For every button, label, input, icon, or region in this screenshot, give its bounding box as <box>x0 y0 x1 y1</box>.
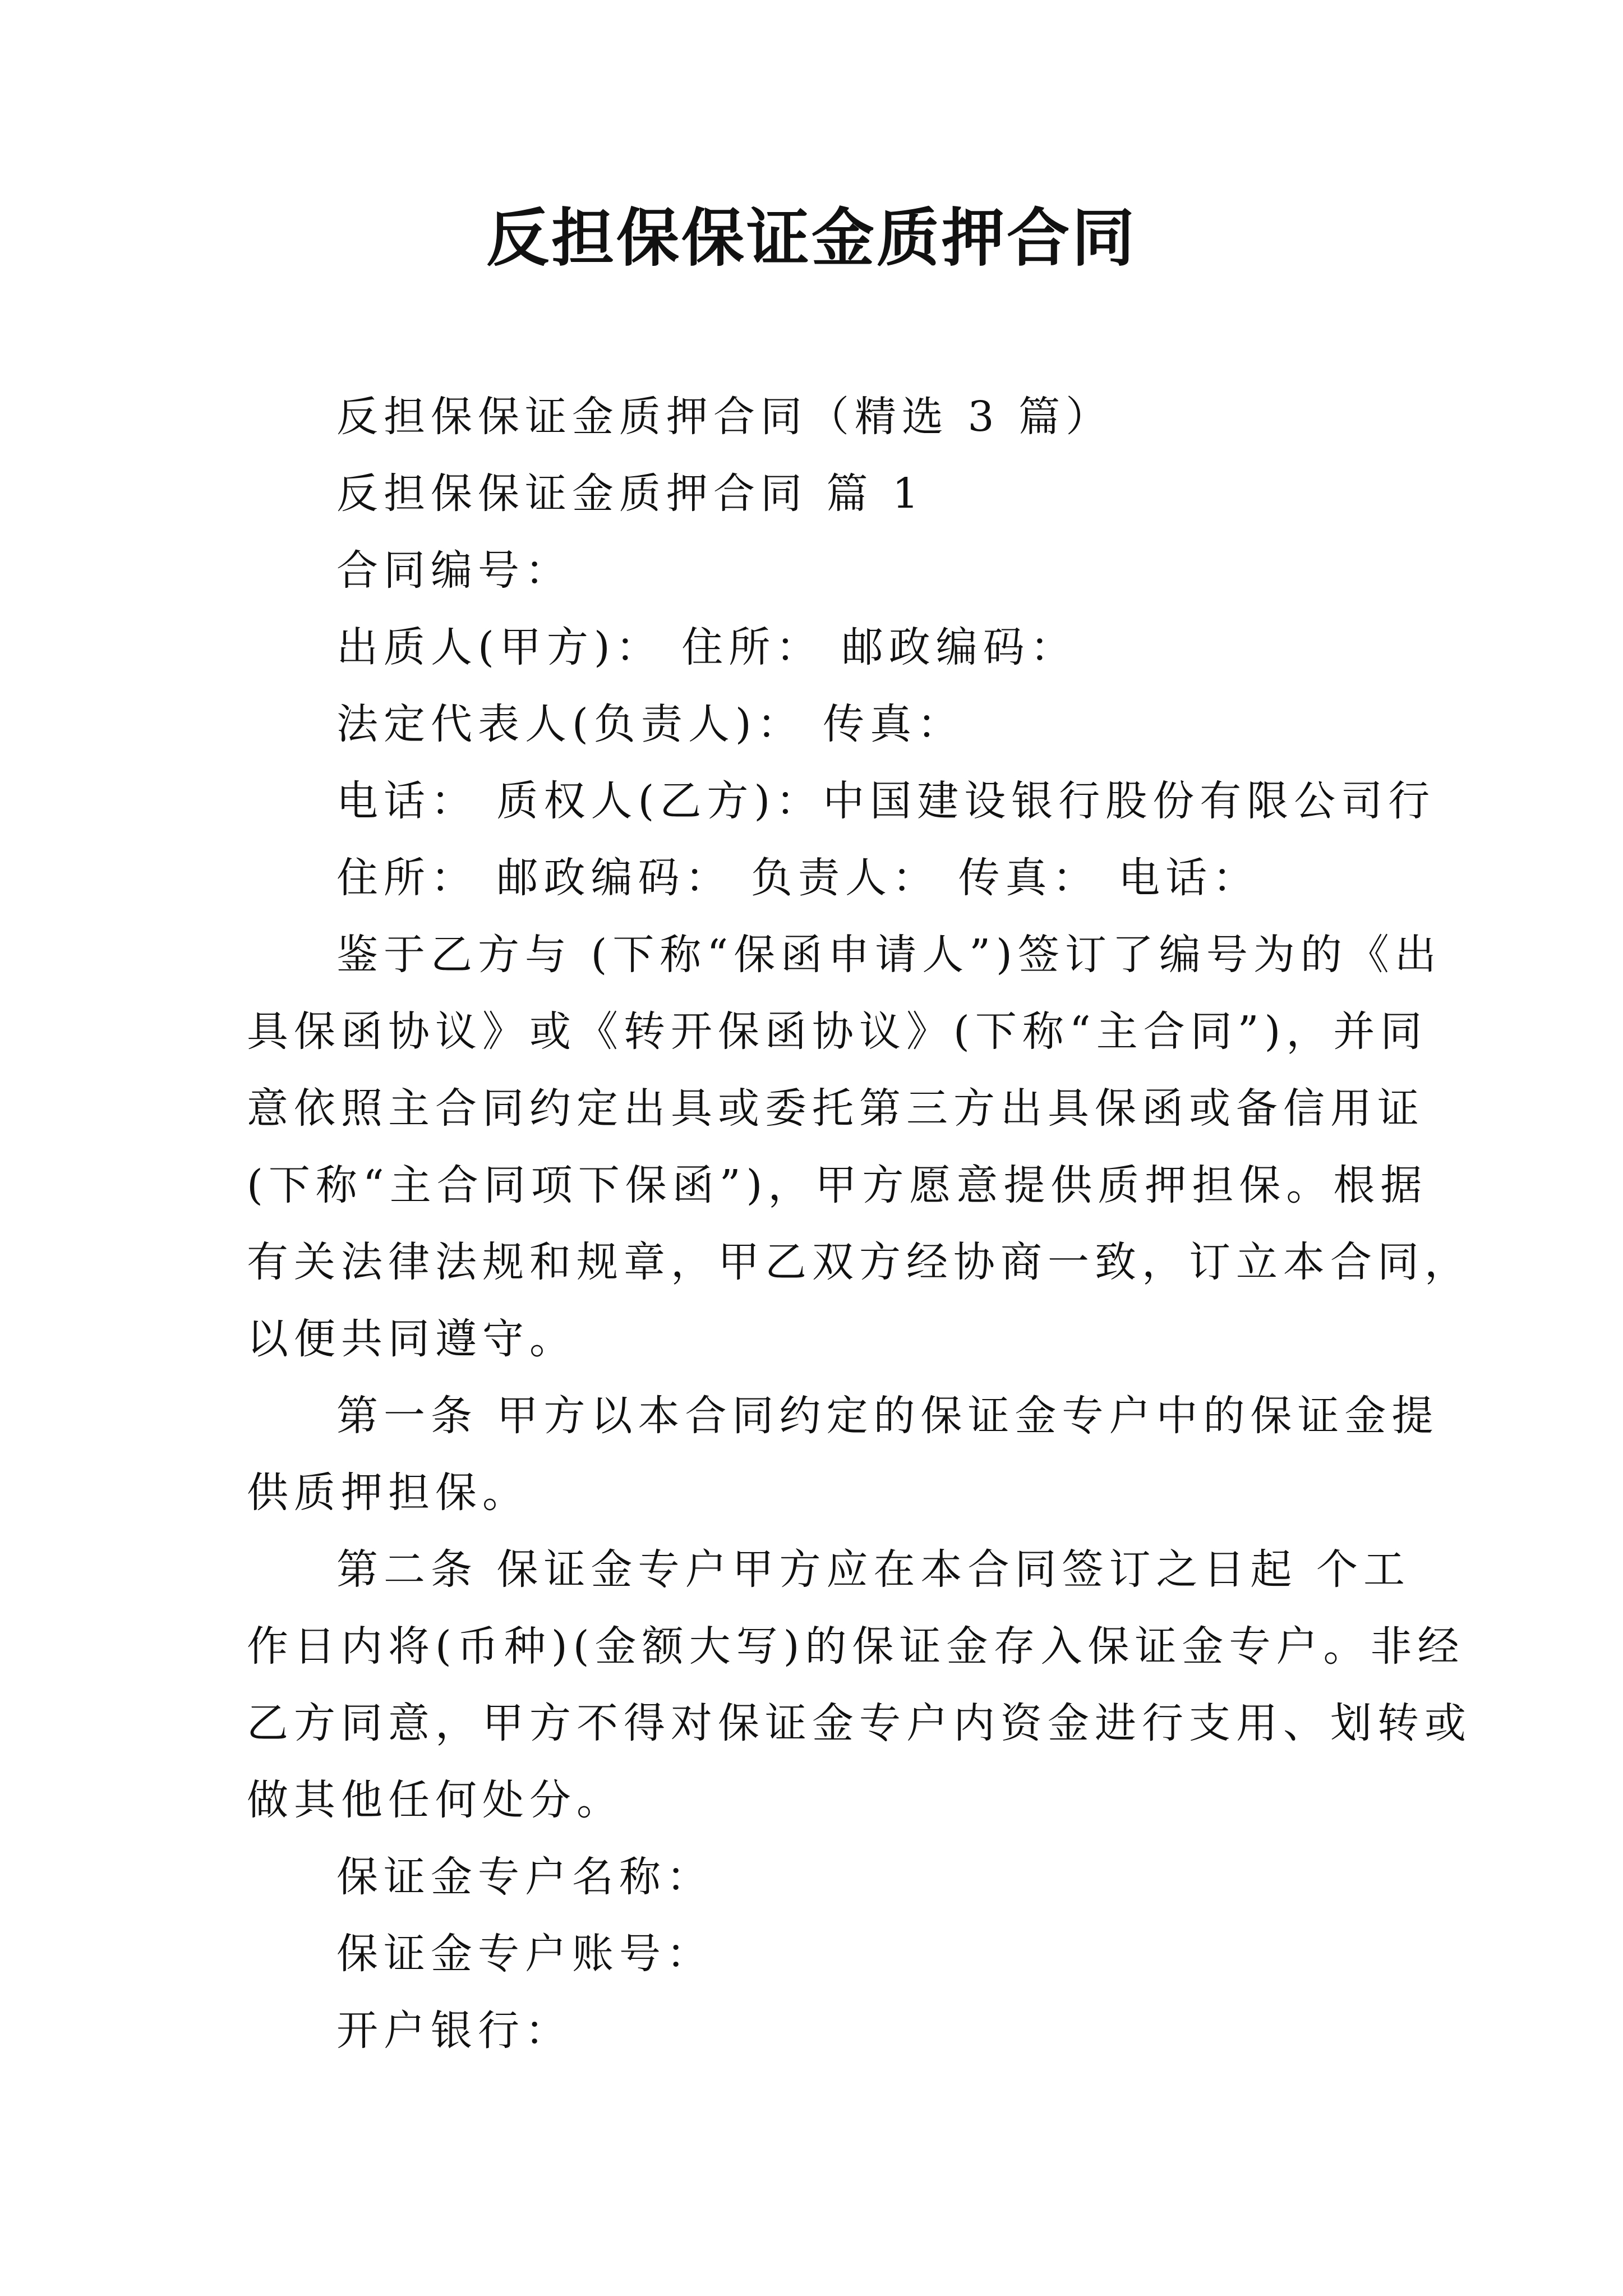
paragraph-line: 鉴于乙方与 (下称“保函申请人”)签订了编号为的《出 <box>336 931 1442 979</box>
paragraph-line: 意依照主合同约定出具或委托第三方出具保函或备信用证 <box>247 1084 1424 1133</box>
paragraph-line: (下称“主合同项下保函”)，甲方愿意提供质押担保。根据 <box>247 1161 1428 1209</box>
account-number-field: 保证金专户账号： <box>336 1930 713 1978</box>
page-title: 反担保保证金质押合同 <box>486 201 1137 275</box>
article-1-line: 供质押担保。 <box>247 1469 529 1517</box>
section-heading: 反担保保证金质押合同 篇 1 <box>336 470 925 518</box>
account-name-field: 保证金专户名称： <box>336 1853 713 1901</box>
contract-number-field: 合同编号： <box>336 546 572 595</box>
pledgee-field: 电话： 质权人(乙方)：中国建设银行股份有限公司行 <box>336 777 1436 825</box>
paragraph-line: 具保函协议》或《转开保函协议》(下称“主合同”)，并同 <box>247 1007 1428 1056</box>
pledgor-field: 出质人(甲方)： 住所： 邮政编码： <box>336 623 1077 671</box>
article-2-line: 第二条 保证金专户甲方应在本合同签订之日起 个工 <box>336 1545 1411 1594</box>
legal-representative-field: 法定代表人(负责人)： 传真： <box>336 700 965 748</box>
article-2-line: 做其他任何处分。 <box>247 1776 624 1824</box>
article-2-line: 作日内将(币种)(金额大写)的保证金存入保证金专户。非经 <box>247 1622 1465 1671</box>
subtitle-line: 反担保保证金质押合同（精选 3 篇） <box>336 393 1113 441</box>
paragraph-line: 有关法律法规和规章，甲乙双方经协商一致，订立本合同， <box>247 1238 1472 1286</box>
article-1-line: 第一条 甲方以本合同约定的保证金专户中的保证金提 <box>336 1392 1439 1440</box>
paragraph-line: 以便共同遵守。 <box>247 1315 577 1363</box>
pledgee-address-field: 住所： 邮政编码： 负责人： 传真： 电话： <box>336 854 1260 902</box>
bank-field: 开户银行： <box>336 2007 572 2055</box>
article-2-line: 乙方同意，甲方不得对保证金专户内资金进行支用、划转或 <box>247 1699 1472 1747</box>
